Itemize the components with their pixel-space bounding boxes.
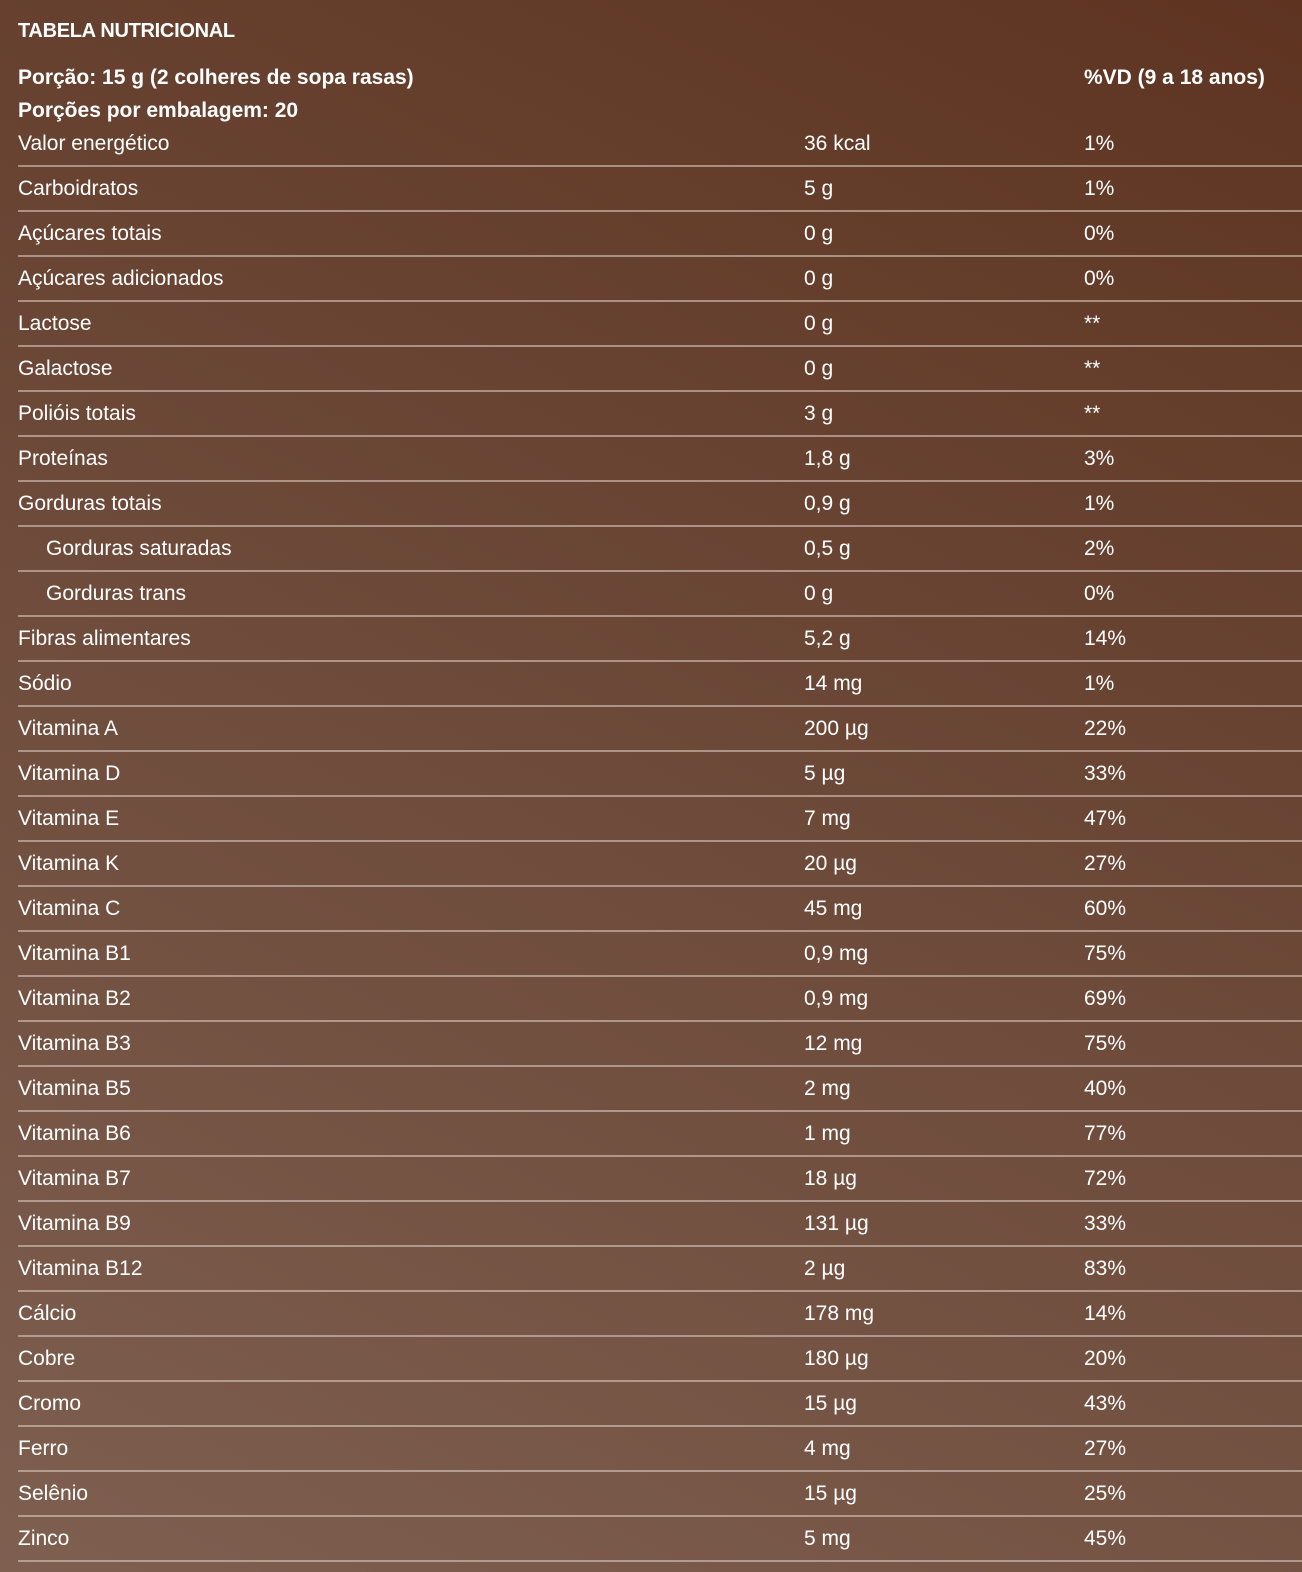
table-row (18, 1427, 1302, 1472)
nutrient-amount: 0 g (804, 312, 834, 335)
table-row (18, 752, 1302, 797)
nutrient-name: Selênio (18, 1482, 89, 1505)
nutrient-amount: 2 mg (804, 1077, 851, 1100)
nutrient-name: Galactose (18, 357, 113, 380)
nutrient-daily-value: 33% (1084, 1212, 1127, 1235)
nutrient-name: Lactose (18, 312, 92, 335)
nutrient-amount: 131 µg (804, 1212, 869, 1235)
nutrient-name: Vitamina B3 (18, 1032, 131, 1055)
nutrient-daily-value: 22% (1084, 717, 1127, 740)
nutrient-daily-value: 75% (1084, 942, 1127, 965)
nutrient-amount: 3 g (804, 402, 834, 425)
nutrient-amount: 45 mg (804, 897, 863, 920)
nutrient-amount: 0 g (804, 267, 834, 290)
nutrient-daily-value: 27% (1084, 852, 1127, 875)
nutrient-name: Açúcares adicionados (18, 267, 224, 290)
nutrient-amount: 0 g (804, 357, 834, 380)
nutrient-amount: 178 mg (804, 1302, 875, 1325)
nutrient-name: Fibras alimentares (18, 627, 191, 650)
table-row (18, 572, 1302, 617)
table-row (18, 662, 1302, 707)
table-row (18, 842, 1302, 887)
nutrient-name: Gorduras saturadas (46, 537, 232, 560)
nutrient-daily-value: 1% (1084, 672, 1115, 695)
nutrient-amount: 2 µg (804, 1257, 846, 1280)
table-row (18, 1112, 1302, 1157)
nutrient-amount: 1,8 g (804, 447, 851, 470)
nutrient-name: Açúcares totais (18, 222, 162, 245)
nutrient-amount: 15 µg (804, 1482, 857, 1505)
nutrient-daily-value: 0% (1084, 222, 1115, 245)
nutrient-name: Vitamina B12 (18, 1257, 143, 1280)
nutrient-daily-value: 77% (1084, 1122, 1127, 1145)
servings-per-package: Porções por embalagem: 20 (18, 99, 299, 122)
nutrient-name: Cromo (18, 1392, 82, 1415)
nutrient-daily-value: 20% (1084, 1347, 1127, 1370)
nutrient-daily-value: 83% (1084, 1257, 1127, 1280)
nutrient-name: Vitamina C (18, 897, 121, 920)
table-row (18, 1292, 1302, 1337)
nutrient-amount: 18 µg (804, 1167, 857, 1190)
table-row (18, 617, 1302, 662)
nutrient-daily-value: 1% (1084, 492, 1115, 515)
nutrient-amount: 5 g (804, 177, 834, 200)
nutrient-amount: 0 g (804, 582, 834, 605)
nutrient-daily-value: 60% (1084, 897, 1127, 920)
table-row (18, 1382, 1302, 1427)
nutrient-daily-value: 14% (1084, 627, 1127, 650)
table-row (18, 1157, 1302, 1202)
table-row (18, 347, 1302, 392)
nutrient-daily-value: 33% (1084, 762, 1127, 785)
nutrient-name: Vitamina A (18, 717, 119, 740)
nutrient-amount: 5 µg (804, 762, 846, 785)
nutrient-name: Vitamina D (18, 762, 121, 785)
table-row (18, 932, 1302, 977)
table-row (18, 977, 1302, 1022)
nutrition-table (18, 0, 1302, 1572)
table-row (18, 1517, 1302, 1562)
nutrient-daily-value: 14% (1084, 1302, 1127, 1325)
table-row (18, 1067, 1302, 1112)
table-row (18, 1247, 1302, 1292)
nutrient-amount: 0,9 mg (804, 987, 869, 1010)
nutrient-daily-value: 72% (1084, 1167, 1127, 1190)
nutrient-daily-value: 69% (1084, 987, 1127, 1010)
nutrient-amount: 0,5 g (804, 537, 851, 560)
nutrient-name: Proteínas (18, 447, 108, 470)
nutrient-daily-value: 25% (1084, 1482, 1127, 1505)
nutrient-amount: 0,9 g (804, 492, 851, 515)
nutrient-name: Vitamina B9 (18, 1212, 131, 1235)
nutrient-name: Zinco (18, 1527, 70, 1550)
nutrient-amount: 180 µg (804, 1347, 869, 1370)
nutrient-name: Sódio (18, 672, 72, 695)
nutrient-daily-value: 47% (1084, 807, 1127, 830)
table-row (18, 122, 1302, 167)
nutrient-name: Gorduras trans (46, 582, 187, 605)
nutrient-daily-value: 2% (1084, 537, 1115, 560)
table-row (18, 1202, 1302, 1247)
nutrient-amount: 20 µg (804, 852, 857, 875)
nutrient-amount: 5 mg (804, 1527, 851, 1550)
table-row (18, 302, 1302, 347)
nutrient-name: Carboidratos (18, 177, 139, 200)
table-row (18, 527, 1302, 572)
nutrient-daily-value: 40% (1084, 1077, 1127, 1100)
nutrient-amount: 4 mg (804, 1437, 851, 1460)
nutrient-amount: 15 µg (804, 1392, 857, 1415)
daily-value-header: %VD (9 a 18 anos) (1084, 66, 1265, 89)
nutrient-daily-value: ** (1084, 357, 1101, 380)
nutrient-amount: 0 g (804, 222, 834, 245)
nutrient-name: Cobre (18, 1347, 76, 1370)
nutrient-name: Polióis totais (18, 402, 136, 425)
nutrient-amount: 7 mg (804, 807, 851, 830)
nutrient-daily-value: 1% (1084, 132, 1115, 155)
nutrient-name: Vitamina B1 (18, 942, 131, 965)
table-row (18, 1472, 1302, 1517)
table-row (18, 437, 1302, 482)
table-row (18, 392, 1302, 437)
nutrient-amount: 12 mg (804, 1032, 863, 1055)
table-row (18, 257, 1302, 302)
nutrient-daily-value: 0% (1084, 267, 1115, 290)
serving-size: Porção: 15 g (2 colheres de sopa rasas) (18, 66, 414, 89)
nutrient-daily-value: 3% (1084, 447, 1115, 470)
table-row (18, 797, 1302, 842)
nutrient-daily-value: ** (1084, 402, 1101, 425)
nutrient-daily-value: 1% (1084, 177, 1115, 200)
nutrient-amount: 1 mg (804, 1122, 851, 1145)
nutrient-daily-value: ** (1084, 312, 1101, 335)
nutrient-daily-value: 0% (1084, 582, 1115, 605)
nutrient-amount: 5,2 g (804, 627, 851, 650)
nutrient-amount: 36 kcal (804, 132, 871, 155)
nutrient-daily-value: 43% (1084, 1392, 1127, 1415)
nutrient-name: Vitamina K (18, 852, 120, 875)
nutrient-daily-value: 75% (1084, 1032, 1127, 1055)
nutrient-rows (18, 122, 1302, 1562)
nutrient-amount: 200 µg (804, 717, 869, 740)
nutrient-name: Vitamina E (18, 807, 120, 830)
table-title: TABELA NUTRICIONAL (18, 20, 235, 42)
table-row (18, 167, 1302, 212)
nutrient-amount: 14 mg (804, 672, 863, 695)
nutrient-daily-value: 27% (1084, 1437, 1127, 1460)
table-row (18, 1022, 1302, 1067)
nutrient-name: Vitamina B7 (18, 1167, 131, 1190)
table-row (18, 482, 1302, 527)
nutrient-amount: 0,9 mg (804, 942, 869, 965)
nutrient-name: Ferro (18, 1437, 69, 1460)
table-row (18, 212, 1302, 257)
nutrient-daily-value: 45% (1084, 1527, 1127, 1550)
table-row (18, 707, 1302, 752)
nutrient-name: Cálcio (18, 1302, 77, 1325)
table-row (18, 887, 1302, 932)
nutrient-name: Vitamina B5 (18, 1077, 131, 1100)
nutrient-name: Gorduras totais (18, 492, 162, 515)
nutrient-name: Vitamina B2 (18, 987, 131, 1010)
nutrient-name: Valor energético (18, 132, 170, 155)
table-row (18, 1337, 1302, 1382)
nutrient-name: Vitamina B6 (18, 1122, 131, 1145)
